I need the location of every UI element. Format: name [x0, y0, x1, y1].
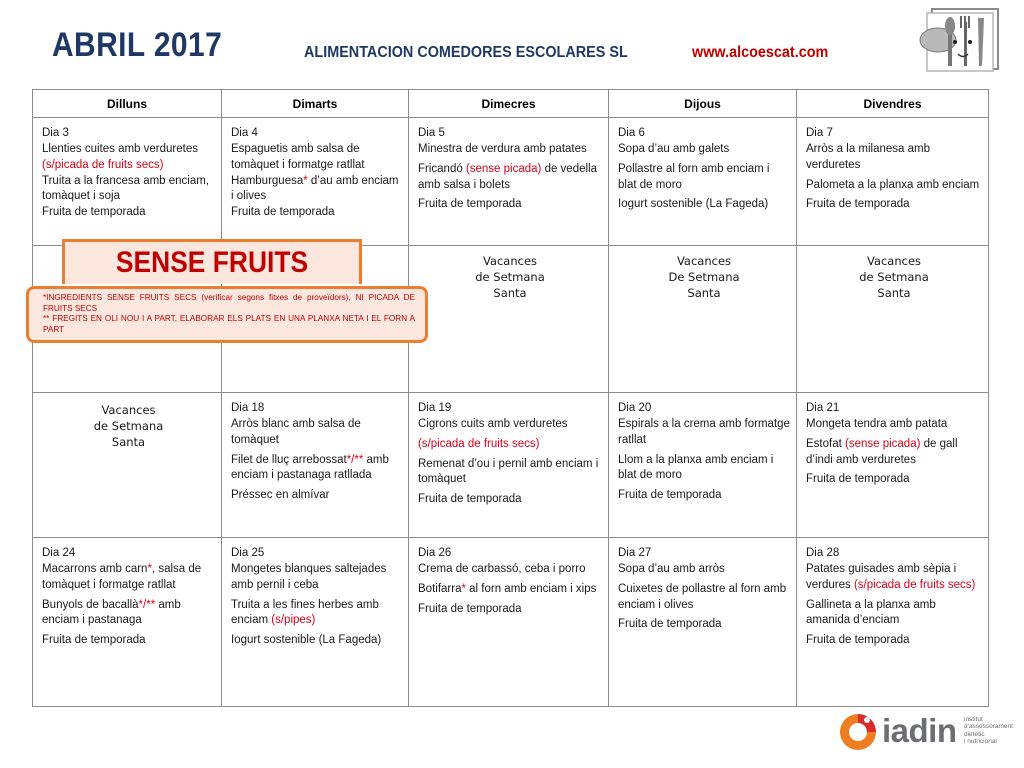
cutlery-icon [918, 8, 1000, 72]
no-nuts-notice [26, 286, 428, 343]
dish-line: Fruita de temporada [806, 473, 910, 486]
menu-cell-day-6 [609, 118, 797, 246]
vacation-cell-monday [33, 393, 222, 538]
dish-line: Iogurt sostenible (La Fageda) [231, 634, 382, 647]
menu-cell-day-25 [222, 538, 409, 707]
vacation-line: Santa [877, 285, 911, 300]
header-wednesday: Dimecres [409, 90, 609, 118]
day-number: Dia 5 [418, 127, 445, 139]
dish-line: Mongeta tendra amb patata [806, 417, 948, 430]
dish-line: Minestra de verdura amb patates [418, 142, 587, 155]
dish-line: Palometa a la planxa amb enciam [806, 178, 980, 191]
menu-cell-day-3 [33, 118, 222, 246]
menu-table [32, 89, 989, 707]
page-title: ABRIL 2017 [52, 26, 223, 64]
dish-line: Macarrons amb carn*, salsa de tomàquet i formatge ratllat [42, 562, 202, 591]
dish-line: Fruita de temporada [618, 618, 722, 631]
day-number: Dia 20 [618, 402, 652, 414]
dish-line: Cigrons cuits amb verduretes [418, 417, 568, 430]
dish-line: Fricandó (sense picada) de vedella amb salsa i bolets [418, 162, 597, 191]
logo-wordmark: iadin [882, 712, 957, 749]
vacation-line: Vacances [101, 403, 156, 417]
vacation-line: Vacances [482, 254, 538, 268]
day-number: Dia 19 [418, 402, 452, 414]
dish-line: Filet de lluç arrebossat*/** amb enciam i pastanaga ratllada [231, 453, 389, 482]
iadin-logo-mark-icon [838, 710, 882, 758]
vacation-line: Vacances [676, 254, 732, 268]
day-number: Dia 28 [806, 547, 840, 559]
menu-cell-day-7 [797, 118, 989, 246]
header-friday: Divendres [797, 90, 989, 118]
company-name: ALIMENTACION COMEDORES ESCOLARES SL [304, 44, 628, 61]
dish-line: Fruita de temporada [418, 602, 522, 615]
website-link[interactable]: www.alcoescat.com [692, 44, 829, 61]
day-number: Dia 21 [806, 402, 840, 414]
dish-line: Iogurt sostenible (La Fageda) [618, 198, 769, 211]
notice-line: *INGREDIENTS SENSE FRUITS SECS (verificar segons fitxes de proveïdors), NI PICADA DE FRUITS SECS [43, 293, 415, 313]
dish-line: (s/picada de fruits secs) [42, 158, 164, 171]
day-number: Dia 4 [231, 127, 258, 139]
vacation-line: Santa [687, 285, 721, 300]
day-number: Dia 6 [618, 127, 645, 139]
dish-line: Fruita de temporada [231, 206, 335, 219]
day-number: Dia 7 [806, 127, 833, 139]
day-number: Dia 18 [231, 402, 265, 414]
menu-cell-day-24 [33, 538, 222, 707]
dish-line: Fruita de temporada [418, 493, 522, 506]
dish-line: Mongetes blanques saltejades amb pernil i ceba [231, 562, 387, 591]
dish-line: Fruita de temporada [42, 634, 146, 647]
week-row-3 [33, 393, 989, 538]
vacation-line: de Setmana [859, 269, 929, 284]
dish-line: Patates guisades amb sèpia i verdures (s/picada de fruits secs) [806, 562, 976, 591]
day-number: Dia 25 [231, 547, 265, 559]
menu-cell-day-27 [609, 538, 797, 707]
menu-cell-day-19 [409, 393, 609, 538]
dish-line: Cuixetes de pollastre al forn amb enciam i olives [618, 582, 787, 611]
dish-line: Fruita de temporada [618, 489, 722, 502]
vacation-line: Santa [493, 285, 527, 300]
logo-subtitle: institut d'assessorament dietètic i nutricional [964, 716, 1013, 746]
header-tuesday: Dimarts [222, 90, 409, 118]
dish-line: Préssec en almívar [231, 489, 330, 502]
vacation-line: de Setmana [475, 269, 545, 284]
header-thursday: Dijous [609, 90, 797, 118]
menu-cell-day-26 [409, 538, 609, 707]
vacation-cell-thursday [609, 246, 797, 393]
vacation-line: De Setmana [668, 269, 740, 284]
dish-line: Llenties cuites amb verduretes [42, 142, 198, 155]
day-number: Dia 26 [418, 547, 452, 559]
dish-line: Espirals a la crema amb formatge ratllat [618, 417, 790, 446]
menu-cell-day-21 [797, 393, 989, 538]
day-number: Dia 3 [42, 127, 69, 139]
menu-cell-day-5 [409, 118, 609, 246]
menu-cell-day-4 [222, 118, 409, 246]
dish-line: Arròs blanc amb salsa de tomàquet [231, 417, 361, 446]
dish-line: Bunyols de bacallà*/** amb enciam i pastanaga [42, 598, 181, 627]
menu-cell-day-18 [222, 393, 409, 538]
dish-line: Sopa d’au amb arròs [618, 562, 725, 575]
dish-line: Estofat (sense picada) de gall d’indi amb verduretes [806, 437, 958, 466]
dish-line: Sopa d’au amb galets [618, 142, 730, 155]
day-number: Dia 24 [42, 547, 76, 559]
dish-line: (s/picada de fruits secs) [418, 437, 540, 450]
dish-line: Fruita de temporada [418, 198, 522, 211]
vacation-cell-friday [797, 246, 989, 393]
dish-line: Fruita de temporada [42, 206, 146, 219]
dish-line: Truita a la francesa amb enciam, tomàquet i soja [42, 174, 210, 203]
vacation-line: Santa [111, 434, 146, 449]
dish-line: Truita a les fines herbes amb enciam (s/pipes) [231, 598, 379, 627]
dish-line: Remenat d’ou i pernil amb enciam i tomàquet [418, 457, 599, 486]
dish-line: Fruita de temporada [806, 198, 910, 211]
iadin-logo [838, 710, 1018, 758]
week-row-4 [33, 538, 989, 707]
menu-cell-day-20 [609, 393, 797, 538]
week-row-1 [33, 118, 989, 246]
vacation-cell-wednesday [409, 246, 609, 393]
header-monday: Dilluns [33, 90, 222, 118]
dish-line: Crema de carbassó, ceba i porro [418, 562, 586, 575]
dish-line: Espaguetis amb salsa de tomàquet i formatge ratllat [231, 142, 365, 171]
dish-line: Arròs a la milanesa amb verduretes [806, 142, 930, 171]
dish-line: Hamburguesa* d’au amb enciam i olives [231, 174, 399, 203]
dish-line: Llom a la planxa amb enciam i blat de moro [618, 453, 774, 482]
vacation-line: Vacances [866, 254, 922, 268]
dish-line: Fruita de temporada [806, 634, 910, 647]
dish-line: Botifarra* al forn amb enciam i xips [418, 582, 597, 595]
day-number: Dia 27 [618, 547, 652, 559]
weekday-header-row [33, 90, 989, 118]
no-nuts-notice-title: SENSE FRUITS [62, 239, 362, 284]
menu-cell-day-28 [797, 538, 989, 707]
dish-line: Pollastre al forn amb enciam i blat de moro [618, 162, 770, 191]
notice-line: ** FREGITS EN OLI NOU I A PART, ELABORAR ELS PLATS EN UNA PLANXA NETA I EL FORN A PART [43, 314, 415, 334]
dish-line: Gallineta a la planxa amb amanida d’enciam [806, 598, 936, 627]
vacation-line: de Setmana [93, 418, 164, 433]
